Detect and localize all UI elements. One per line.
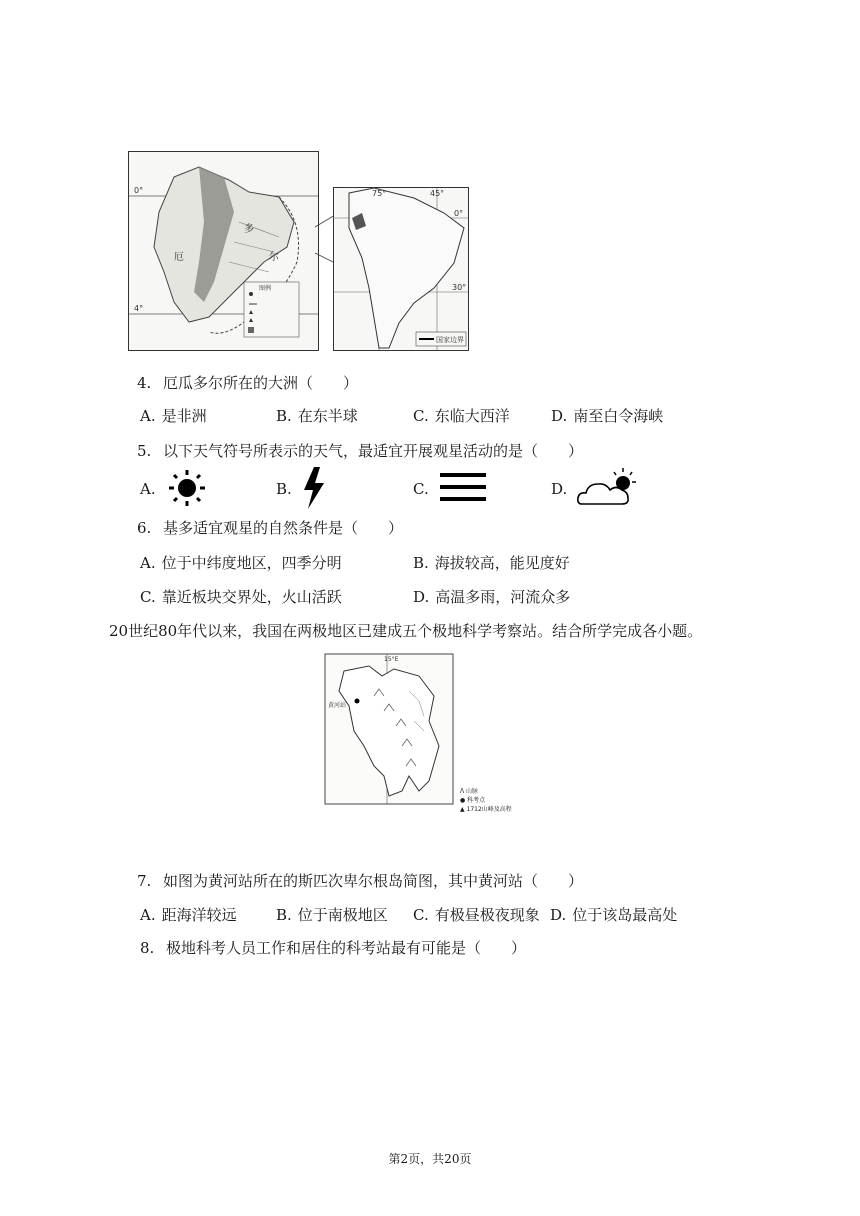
inset-lat0-label: 0° [454, 209, 464, 218]
lightning-icon [300, 466, 328, 510]
q4-option-b-letter: B. [276, 407, 292, 425]
q4-option-a-text: 是非洲 [161, 407, 207, 425]
q7-option-a-text: 距海洋较远 [161, 906, 237, 924]
svalbard-map-graphic [324, 651, 455, 820]
q4-option-a[interactable] [140, 405, 207, 426]
inset-lat30-label: 30° [452, 283, 467, 292]
q4-stem [137, 372, 358, 393]
map1-label-er: 尔 [269, 252, 279, 263]
q4-option-c[interactable] [413, 405, 510, 426]
q6-stem [137, 517, 403, 538]
q5-option-b[interactable] [276, 480, 298, 498]
q7-option-b-letter: B. [276, 906, 292, 924]
q7-option-a-letter: A. [140, 906, 156, 924]
ecuador-map-graphic [129, 152, 318, 350]
q7-text: 如图为黄河站所在的斯匹次卑尔根岛简图，其中黄河站（ ） [163, 872, 584, 890]
q6-number: 6. [137, 519, 152, 537]
q7-option-b-text: 位于南极地区 [297, 906, 388, 924]
map1-lat0-label: 0° [134, 186, 144, 195]
svalbard-map [324, 651, 455, 820]
map1-legend-title: 图例 [259, 285, 272, 292]
q7-option-d-letter: D. [550, 906, 567, 924]
q4-option-c-letter: C. [413, 407, 429, 425]
svalbard-legend [460, 787, 512, 814]
q7-option-d-text: 位于该岛最高处 [572, 906, 678, 924]
q4-option-d[interactable] [551, 405, 663, 426]
q7-option-d[interactable] [550, 904, 677, 925]
inset-lon45-label: 45° [430, 189, 445, 198]
q4-option-b[interactable] [276, 405, 358, 426]
q6-option-d[interactable] [413, 586, 570, 607]
q5-option-d-letter: D. [551, 480, 568, 498]
map2-lon-label: 15°E [384, 656, 399, 663]
q5-text: 以下天气符号所表示的天气，最适宜开展观星活动的是（ ） [163, 442, 584, 460]
q4-option-d-letter: D. [551, 407, 568, 425]
q6-option-c-text: 靠近板块交界处，火山活跃 [161, 588, 342, 606]
q8-number: 8. [140, 939, 155, 957]
q5-option-a-letter: A. [140, 480, 156, 498]
q4-option-d-text: 南至白令海峡 [573, 407, 664, 425]
q5-option-c[interactable] [413, 480, 435, 498]
q7-option-a[interactable] [140, 904, 237, 925]
q4-text: 厄瓜多尔所在的大洲（ ） [163, 374, 359, 392]
q7-option-c-letter: C. [413, 906, 429, 924]
map1-lat4-label: 4° [134, 304, 144, 313]
mountain-icon: ᐱ [460, 788, 467, 795]
q6-option-c-letter: C. [140, 588, 156, 606]
map1-label-duo: 多 [244, 224, 254, 235]
q7-option-c-text: 有极昼极夜现象 [434, 906, 540, 924]
sun-icon [166, 469, 208, 507]
q6-option-d-text: 高温多雨，河流众多 [435, 588, 571, 606]
q4-option-a-letter: A. [140, 407, 156, 425]
inset-lon75-label: 75° [372, 189, 387, 198]
ecuador-map [128, 151, 319, 351]
svalbard-legend-mountains: ᐱ 山脉 [460, 788, 479, 795]
q6-option-d-letter: D. [413, 588, 430, 606]
q6-option-a-text: 位于中纬度地区，四季分明 [161, 554, 342, 572]
svalbard-legend-peak: ▲ 1712山峰及高程 [460, 806, 512, 813]
q6-option-c[interactable] [140, 586, 342, 607]
q8-text: 极地科考人员工作和居住的科考站最有可能是（ ） [166, 939, 527, 957]
q6-text: 基多适宜观星的自然条件是（ ） [163, 519, 404, 537]
q5-option-c-letter: C. [413, 480, 429, 498]
section-intro: 20世纪80年代以来，我国在两极地区已建成五个极地科学考察站。结合所学完成各小题。 [109, 622, 703, 640]
q7-number: 7. [137, 872, 152, 890]
station-dot-icon: ● [460, 797, 468, 804]
q5-option-d[interactable] [551, 480, 573, 498]
q5-option-b-letter: B. [276, 480, 292, 498]
q7-option-b[interactable] [276, 904, 388, 925]
q4-option-c-text: 东临大西洋 [434, 407, 510, 425]
svalbard-legend-station: ● 科考点 [460, 797, 486, 804]
map1-label-e: 厄 [174, 252, 184, 263]
q4-number: 4. [137, 374, 152, 392]
q7-option-c[interactable] [413, 904, 540, 925]
cloud-sun-icon [576, 466, 638, 508]
map2-station-label: 黄河站 [328, 702, 347, 709]
fog-icon [438, 471, 488, 503]
peak-triangle-icon: ▲ [460, 806, 467, 813]
q6-option-b-text: 海拔较高，能见度好 [434, 554, 570, 572]
q7-stem [137, 870, 583, 891]
q5-number: 5. [137, 442, 152, 460]
inset-legend-label: 国家边界 [436, 336, 464, 344]
map-connector-lines [315, 215, 335, 265]
q6-option-a[interactable] [140, 552, 342, 573]
q6-option-a-letter: A. [140, 554, 156, 572]
q8-stem [140, 937, 526, 958]
south-america-map-graphic [334, 188, 468, 350]
page-footer: 第2页，共20页 [388, 1152, 472, 1166]
q6-option-b-letter: B. [413, 554, 429, 572]
q4-option-b-text: 在东半球 [297, 407, 358, 425]
q5-option-a[interactable] [140, 480, 162, 498]
q6-option-b[interactable] [413, 552, 570, 573]
south-america-inset-map [333, 187, 469, 351]
q5-stem [137, 440, 583, 461]
